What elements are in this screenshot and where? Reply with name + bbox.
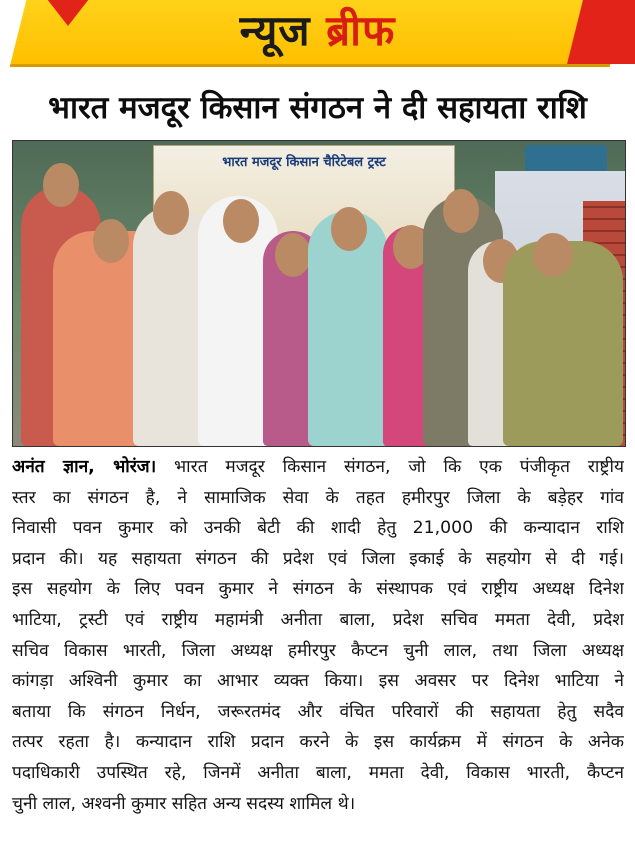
photo-person-head [443,189,479,233]
photo-person-head [331,207,367,251]
article-headline: भारत मजदूर किसान संगठन ने दी सहायता राशि [48,90,587,126]
news-photo [12,140,626,447]
article-line: इस सहयोग के लिए पवन कुमार ने संगठन के संस्थापक एवं राष्ट्रीय अध्यक्ष दिनेश [12,579,624,600]
article-line: स्तर का संगठन है, ने सामाजिक सेवा के तहत हमीरपुर जिला के बड़ेहर गांव [12,487,624,508]
article-dateline: अनंत ज्ञान, भोरंज। [12,457,157,477]
photo-person-head [533,233,573,277]
photo-person-head [153,191,189,235]
article-line: सचिव विकास भारती, जिला अध्यक्ष हमीरपुर कैप्टन चुनी लाल, तथा जिला अध्यक्ष [12,640,624,661]
article-line: बताया कि संगठन निर्धन, जरूरतमंद और वंचित परिवारों की सहायता हेतु सदैव [12,701,624,722]
photo-person-head [275,233,311,277]
article-line: निवासी पवन कुमार को उनकी बेटी की शादी हेतु 21,000 की कन्यादान राशि [12,518,624,539]
article-line: कांगड़ा अश्विनी कुमार का आभार व्यक्त किया। इस अवसर पर दिनेश भाटिया ने [12,671,624,692]
section-title [0,2,635,60]
article-line: पदाधिकारी उपस्थित रहे, जिनमें अनीता बाला, ममता देवी, विकास भारती, कैप्टन [12,762,624,783]
article-line: प्रदान की। यह सहायता संगठन की प्रदेश एवं जिला इकाई के सहयोग से दी गई। [12,548,624,569]
article-body [12,452,624,819]
article-line [12,452,624,483]
photo-person-head [43,163,79,207]
section-banner [0,0,635,78]
photo-person-head [223,199,259,243]
article-line: तत्पर रहता है। कन्यादान राशि प्रदान करने के इस कार्यक्रम में संगठन के अनेक [12,732,624,753]
article-line-text: भारत मजदूर किसान संगठन, जो कि एक पंजीकृत राष्ट्रीय [156,457,624,477]
photo-person-head [93,219,129,263]
section-title-word1: न्यूज [239,6,311,55]
article-line: भाटिया, ट्रस्टी एवं राष्ट्रीय महामंत्री अनीता बाला, प्रदेश सचिव ममता देवी, प्रदेश [12,609,624,630]
section-title-word2: ब्रीफ [326,6,396,55]
article-line: चुनी लाल, अश्वनी कुमार सहित अन्य सदस्य शामिल थे। [12,793,356,814]
photo-banner-text: भारत मजदूर किसान चैरिटेबल ट्रस्ट [222,155,386,170]
